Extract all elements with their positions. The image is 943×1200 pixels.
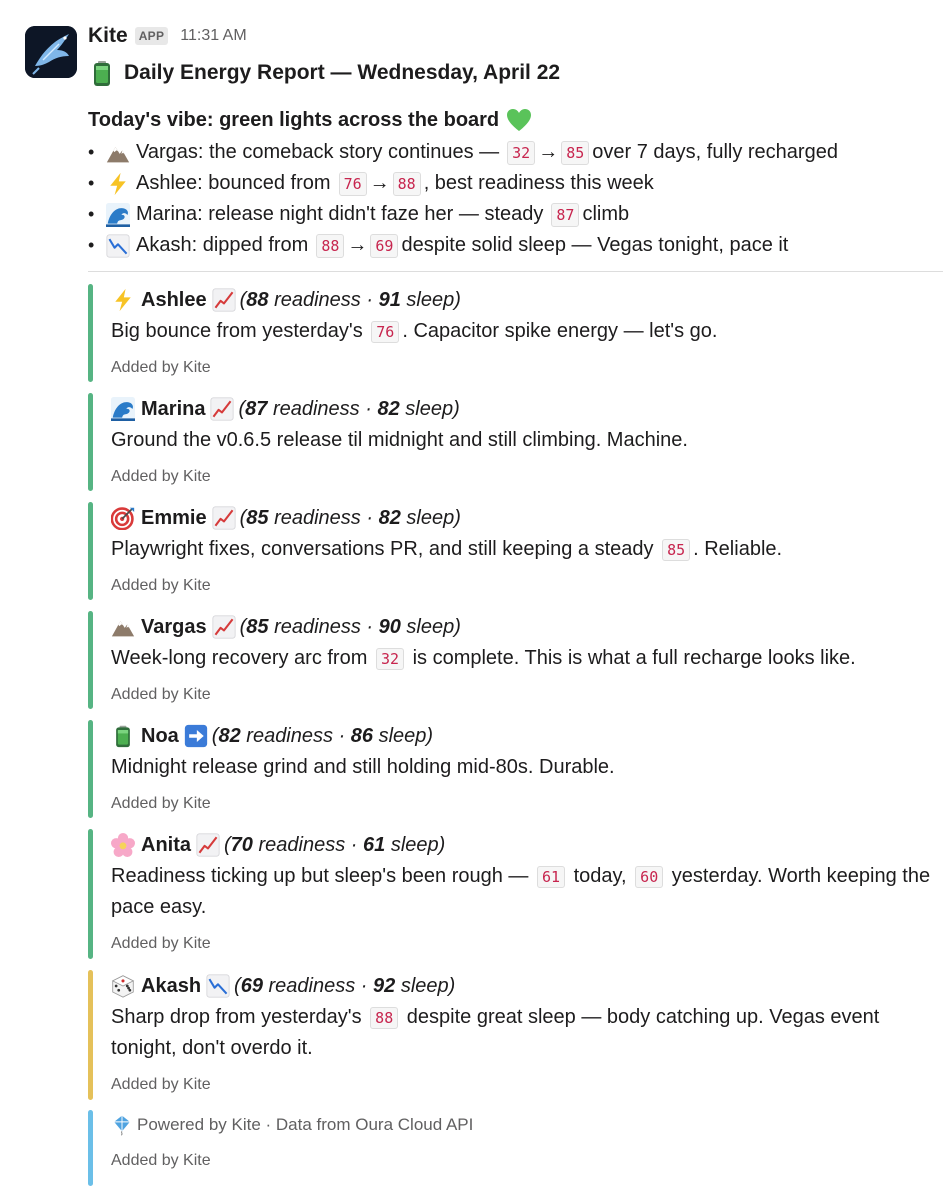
code-value: 32 (507, 141, 535, 165)
blossom-icon (111, 833, 135, 857)
chart-increasing-icon (212, 288, 236, 312)
mountain-icon (106, 141, 130, 165)
attachment-marina (88, 393, 938, 491)
attachment-noa (88, 720, 938, 818)
code-value: 69 (370, 234, 398, 258)
wave-icon (106, 203, 130, 227)
mountain-icon (111, 615, 135, 639)
attachment-footer: Added by Kite (111, 1076, 211, 1093)
attachment-title (111, 502, 938, 534)
person-name: Ashlee (141, 288, 207, 311)
bullet-text: despite solid sleep — Vegas tonight, pace it (401, 234, 789, 256)
attachment-text: Ground the v0.6.5 release til midnight and still climbing. Machine. (111, 429, 688, 451)
report-title (88, 57, 560, 89)
code-value: 88 (316, 234, 344, 258)
list-item (88, 168, 938, 199)
attachment-vargas (88, 611, 938, 709)
sender-name[interactable]: Kite (88, 24, 128, 47)
attachment-text: Sharp drop from yesterday's 88 despite great sleep — body catching up. Vegas event tonight, don't overdo it. (111, 1006, 880, 1059)
readiness-stats: (85 readiness · 82 sleep) (239, 506, 461, 529)
attachment-akash (88, 970, 938, 1100)
list-item (88, 230, 938, 261)
lightning-icon (111, 288, 135, 312)
powered-by-text: Powered by Kite · Data from Oura Cloud API (137, 1115, 474, 1134)
code-value: 32 (376, 648, 404, 670)
bullet-text: Vargas: the comeback story continues — (136, 141, 500, 163)
chart-increasing-icon (212, 615, 236, 639)
kite-avatar[interactable] (25, 26, 77, 78)
bullet-text: Akash: dipped from (136, 234, 309, 256)
attachment-footer: Added by Kite (111, 795, 211, 812)
attachment-ashlee (88, 284, 938, 382)
person-name: Noa (141, 724, 179, 747)
readiness-stats: (88 readiness · 91 sleep) (239, 288, 461, 311)
code-value: 85 (662, 539, 690, 561)
chart-increasing-icon (196, 833, 220, 857)
battery-icon (88, 59, 116, 87)
readiness-stats: (69 readiness · 92 sleep) (234, 974, 456, 997)
code-value: 88 (370, 1007, 398, 1029)
attachment-footer: Added by Kite (111, 359, 211, 376)
code-value: 61 (537, 866, 565, 888)
attachment-footer: Added by Kite (111, 468, 211, 485)
attachment-color-bar (88, 1110, 93, 1186)
attachment-footer: Added by Kite (111, 577, 211, 594)
list-item (88, 137, 938, 168)
bullet-dot: • (88, 173, 95, 193)
readiness-stats: (87 readiness · 82 sleep) (238, 397, 460, 420)
attachment-color-bar (88, 970, 93, 1100)
bullet-dot: • (88, 204, 95, 224)
code-value: 60 (635, 866, 663, 888)
attachment-color-bar (88, 284, 93, 382)
chart-decreasing-icon (206, 974, 230, 998)
divider (88, 271, 943, 272)
bullet-dot: • (88, 235, 95, 255)
attachment-footer: Added by Kite (111, 935, 211, 952)
attachment-color-bar (88, 502, 93, 600)
arrow: → (538, 141, 559, 163)
attachment-footer: Added by Kite (111, 1152, 211, 1169)
arrow: → (369, 172, 390, 194)
chart-increasing-icon (212, 506, 236, 530)
code-value: 88 (393, 172, 421, 196)
arrow: → (347, 234, 368, 256)
message-timestamp[interactable]: 11:31 AM (180, 27, 247, 44)
person-name: Marina (141, 397, 206, 420)
readiness-stats: (85 readiness · 90 sleep) (239, 615, 461, 638)
readiness-stats: (82 readiness · 86 sleep) (211, 724, 434, 747)
attachment-text: Midnight release grind and still holding mid-80s. Durable. (111, 756, 615, 778)
green-heart-icon (505, 106, 533, 134)
attachment-color-bar (88, 611, 93, 709)
lightning-icon (106, 172, 130, 196)
bullet-text: Marina: release night didn't faze her — steady (136, 203, 544, 225)
bullet-dot: • (88, 142, 95, 162)
target-icon (111, 506, 135, 530)
attachment-color-bar (88, 829, 93, 959)
attachment-title (111, 284, 938, 316)
person-name: Anita (141, 833, 191, 856)
attachment-footer: Added by Kite (111, 686, 211, 703)
code-value: 76 (371, 321, 399, 343)
attachment-title (111, 611, 938, 643)
attachment-text: Readiness ticking up but sleep's been rough — 61 today, 60 yesterday. Worth keeping the pace easy. (111, 865, 931, 918)
attachment-anita (88, 829, 938, 959)
bullet-text: , best readiness this week (423, 172, 654, 194)
vibe-line (88, 104, 533, 136)
app-badge: APP (135, 27, 169, 45)
list-item (88, 199, 938, 230)
battery-icon (111, 724, 135, 748)
chart-decreasing-icon (106, 234, 130, 258)
powered-by-line (111, 1110, 938, 1140)
readiness-stats: (70 readiness · 61 sleep) (224, 833, 446, 856)
attachment-title (111, 393, 938, 425)
attachment-text: Big bounce from yesterday's 76 . Capacitor spike energy — let's go. (111, 320, 718, 342)
attachment-text: Week-long recovery arc from 32 is complete. This is what a full recharge looks like. (111, 647, 856, 669)
report-title-text: Daily Energy Report — Wednesday, April 22 (124, 61, 561, 84)
person-name: Akash (141, 974, 202, 997)
attachment-color-bar (88, 720, 93, 818)
chart-increasing-icon (210, 397, 234, 421)
person-name: Emmie (141, 506, 207, 529)
vibe-text: Today's vibe: green lights across the board (88, 108, 500, 131)
attachment-title (111, 720, 938, 752)
summary-list (88, 137, 938, 261)
attachment-text: Playwright fixes, conversations PR, and still keeping a steady 85 . Reliable. (111, 538, 783, 560)
attachment-color-bar (88, 393, 93, 491)
code-value: 85 (561, 141, 589, 165)
attachment-title (111, 970, 938, 1002)
kite-icon (111, 1114, 133, 1136)
bullet-text: climb (582, 203, 630, 225)
attachment-powered-by (88, 1110, 938, 1186)
code-value: 76 (339, 172, 367, 196)
message-header (88, 22, 247, 50)
attachment-title (111, 829, 938, 861)
wave-icon (111, 397, 135, 421)
bullet-text: over 7 days, fully recharged (592, 141, 838, 163)
code-value: 87 (551, 203, 579, 227)
person-name: Vargas (141, 615, 207, 638)
dice-icon (111, 974, 135, 998)
bullet-text: Ashlee: bounced from (136, 172, 331, 194)
attachment-emmie (88, 502, 938, 600)
right-arrow-icon (184, 724, 208, 748)
